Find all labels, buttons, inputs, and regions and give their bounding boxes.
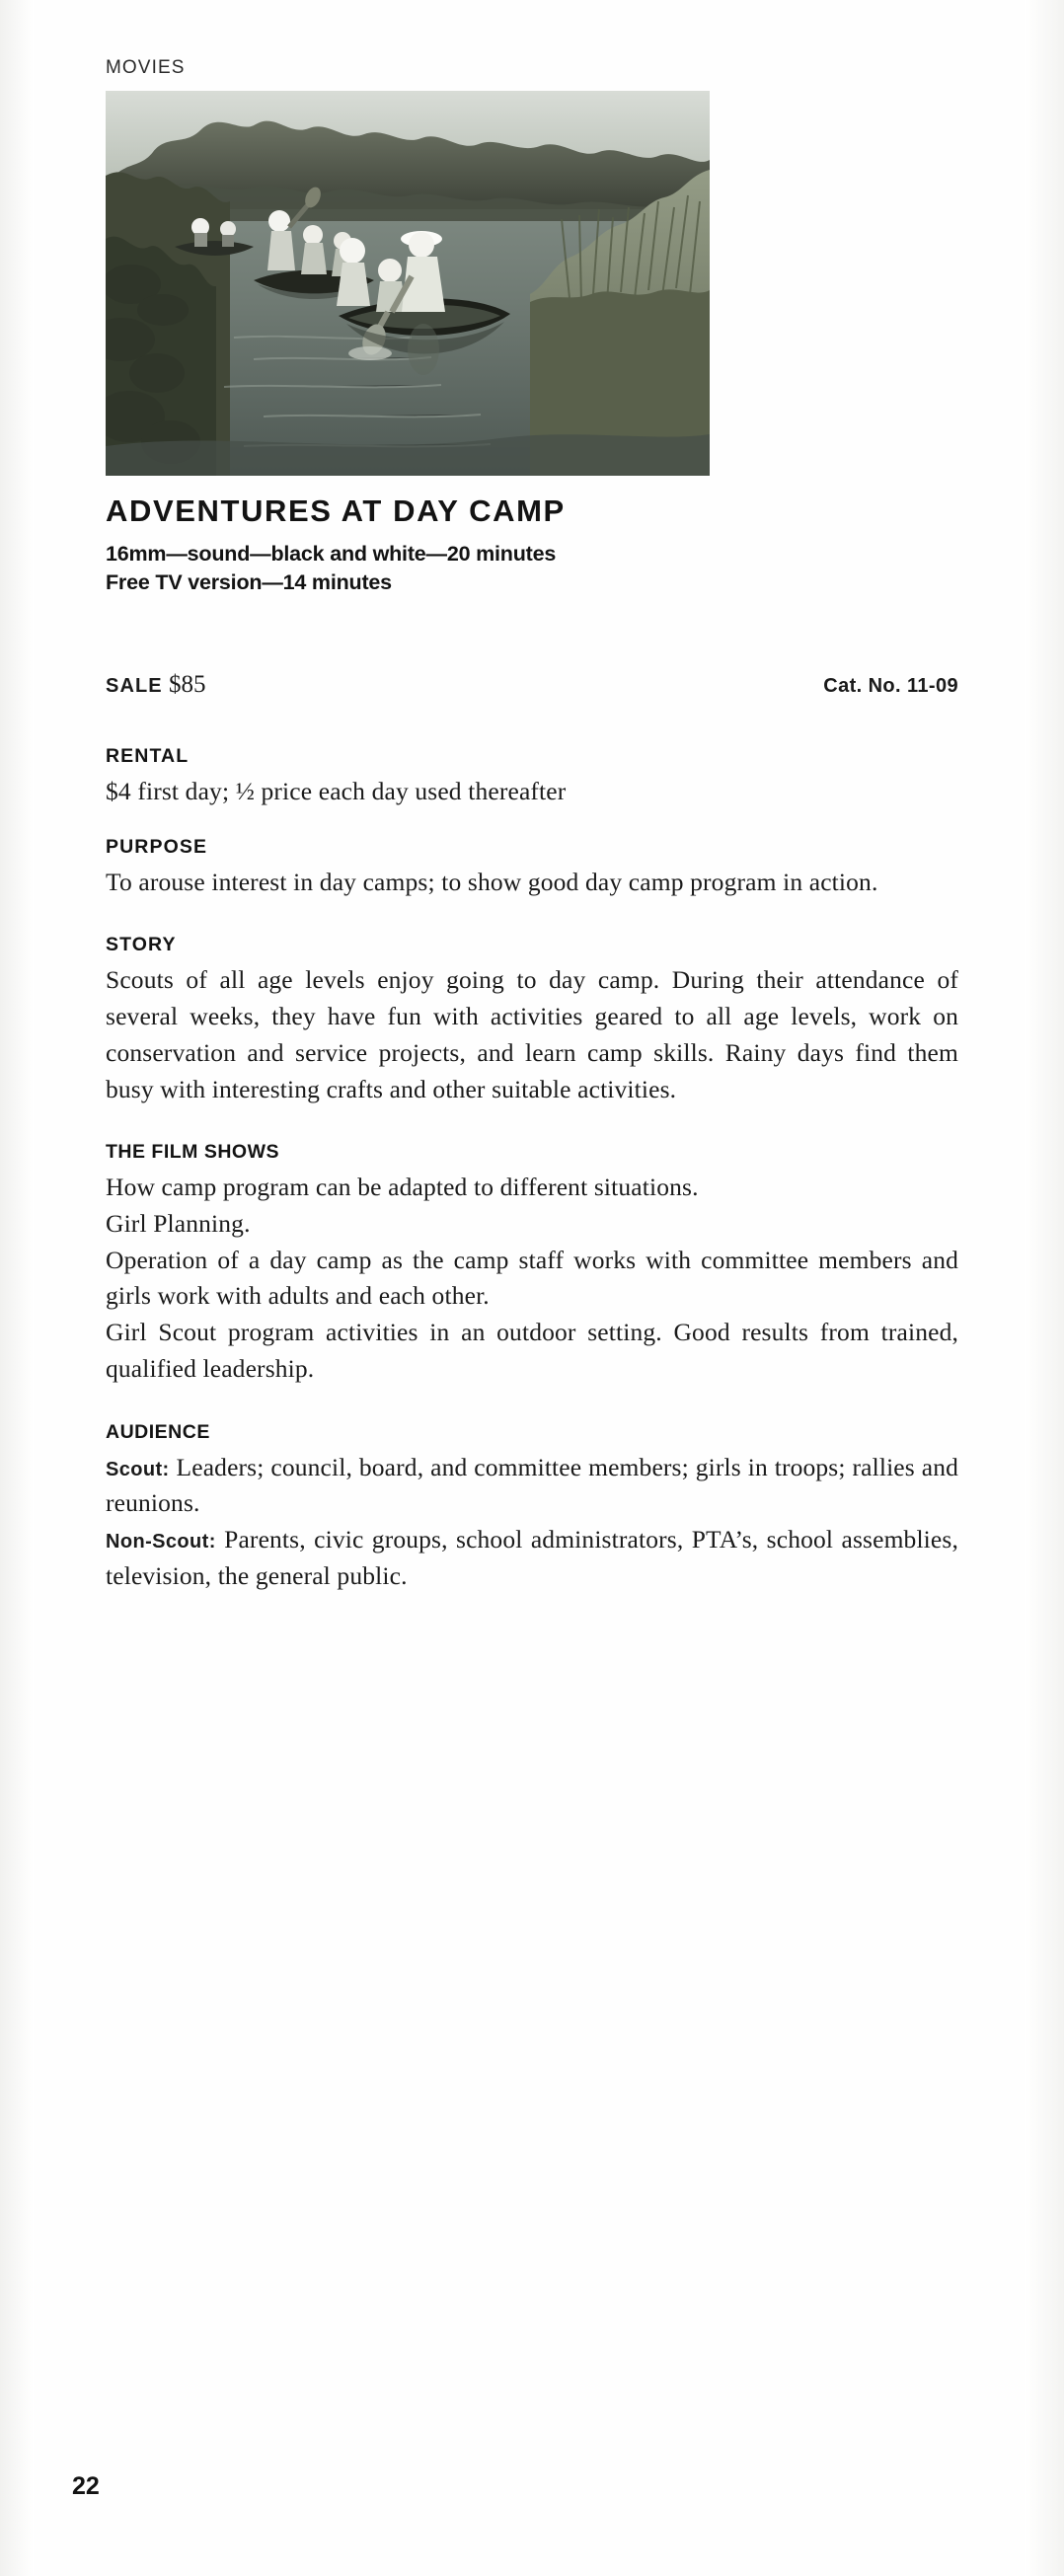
sale-price: $85 — [169, 671, 206, 698]
film-shows-paragraph: Girl Planning. — [106, 1209, 251, 1239]
rental-terms: $4 first day; ½ price each day used thereafter — [106, 777, 567, 805]
story-text: Scouts of all age levels enjoy going to day camp. During their attendance of several weeks, they have fun with activities geared to all age levels, work on conservation and service projects, and learn camp skills. Rainy days find them busy with interesting crafts and other suitable activities. — [106, 965, 958, 1103]
scout-text: Leaders; council, board, and committee members; girls in troops; rallies and reunions. — [106, 1452, 958, 1518]
film-specs — [106, 540, 958, 596]
film-shows-paragraph: How camp program can be adapted to different situations. — [106, 1173, 699, 1202]
sale-row — [106, 671, 958, 699]
story-block — [106, 934, 958, 1107]
audience-heading: AUDIENCE — [106, 1420, 210, 1443]
film-spec-line-2: Free TV version—14 minutes — [106, 569, 392, 594]
film-shows-paragraph: Girl Scout program activities in an outdoor setting. Good results from trained, qualified leadership. — [106, 1318, 958, 1383]
catalog-number: Cat. No. 11-09 — [823, 675, 958, 697]
rental-heading: RENTAL — [106, 745, 190, 767]
film-shows-paragraph: Operation of a day camp as the camp staff works with committee members and girls work with adults and each other. — [106, 1245, 958, 1311]
purpose-heading: PURPOSE — [106, 835, 208, 858]
sale-price-group — [106, 671, 206, 699]
film-shows-block — [106, 1141, 958, 1387]
film-body — [106, 745, 958, 1629]
page-title: ADVENTURES AT DAY CAMP — [106, 493, 566, 528]
non-scout-label: Non-Scout: — [106, 1531, 216, 1553]
canoe-photo — [106, 91, 710, 476]
audience-non-scout — [106, 1522, 958, 1594]
story-heading: STORY — [106, 934, 177, 956]
page-number: 22 — [72, 2472, 100, 2500]
running-head: MOVIES — [106, 57, 186, 78]
film-spec-line-1: 16mm—sound—black and white—20 minutes — [106, 542, 557, 566]
audience-scout — [106, 1450, 958, 1522]
purpose-text: To arouse interest in day camps; to show good day camp program in action. — [106, 867, 878, 896]
scout-label: Scout: — [106, 1458, 170, 1480]
audience-block — [106, 1421, 958, 1595]
sale-label: SALE — [106, 675, 163, 697]
film-title-block — [106, 493, 958, 596]
non-scout-text: Parents, civic groups, school administrators, PTA’s, school assemblies, television, the general public. — [106, 1525, 958, 1590]
film-shows-heading: THE FILM SHOWS — [106, 1141, 279, 1164]
rental-block — [106, 745, 958, 810]
purpose-block — [106, 836, 958, 901]
